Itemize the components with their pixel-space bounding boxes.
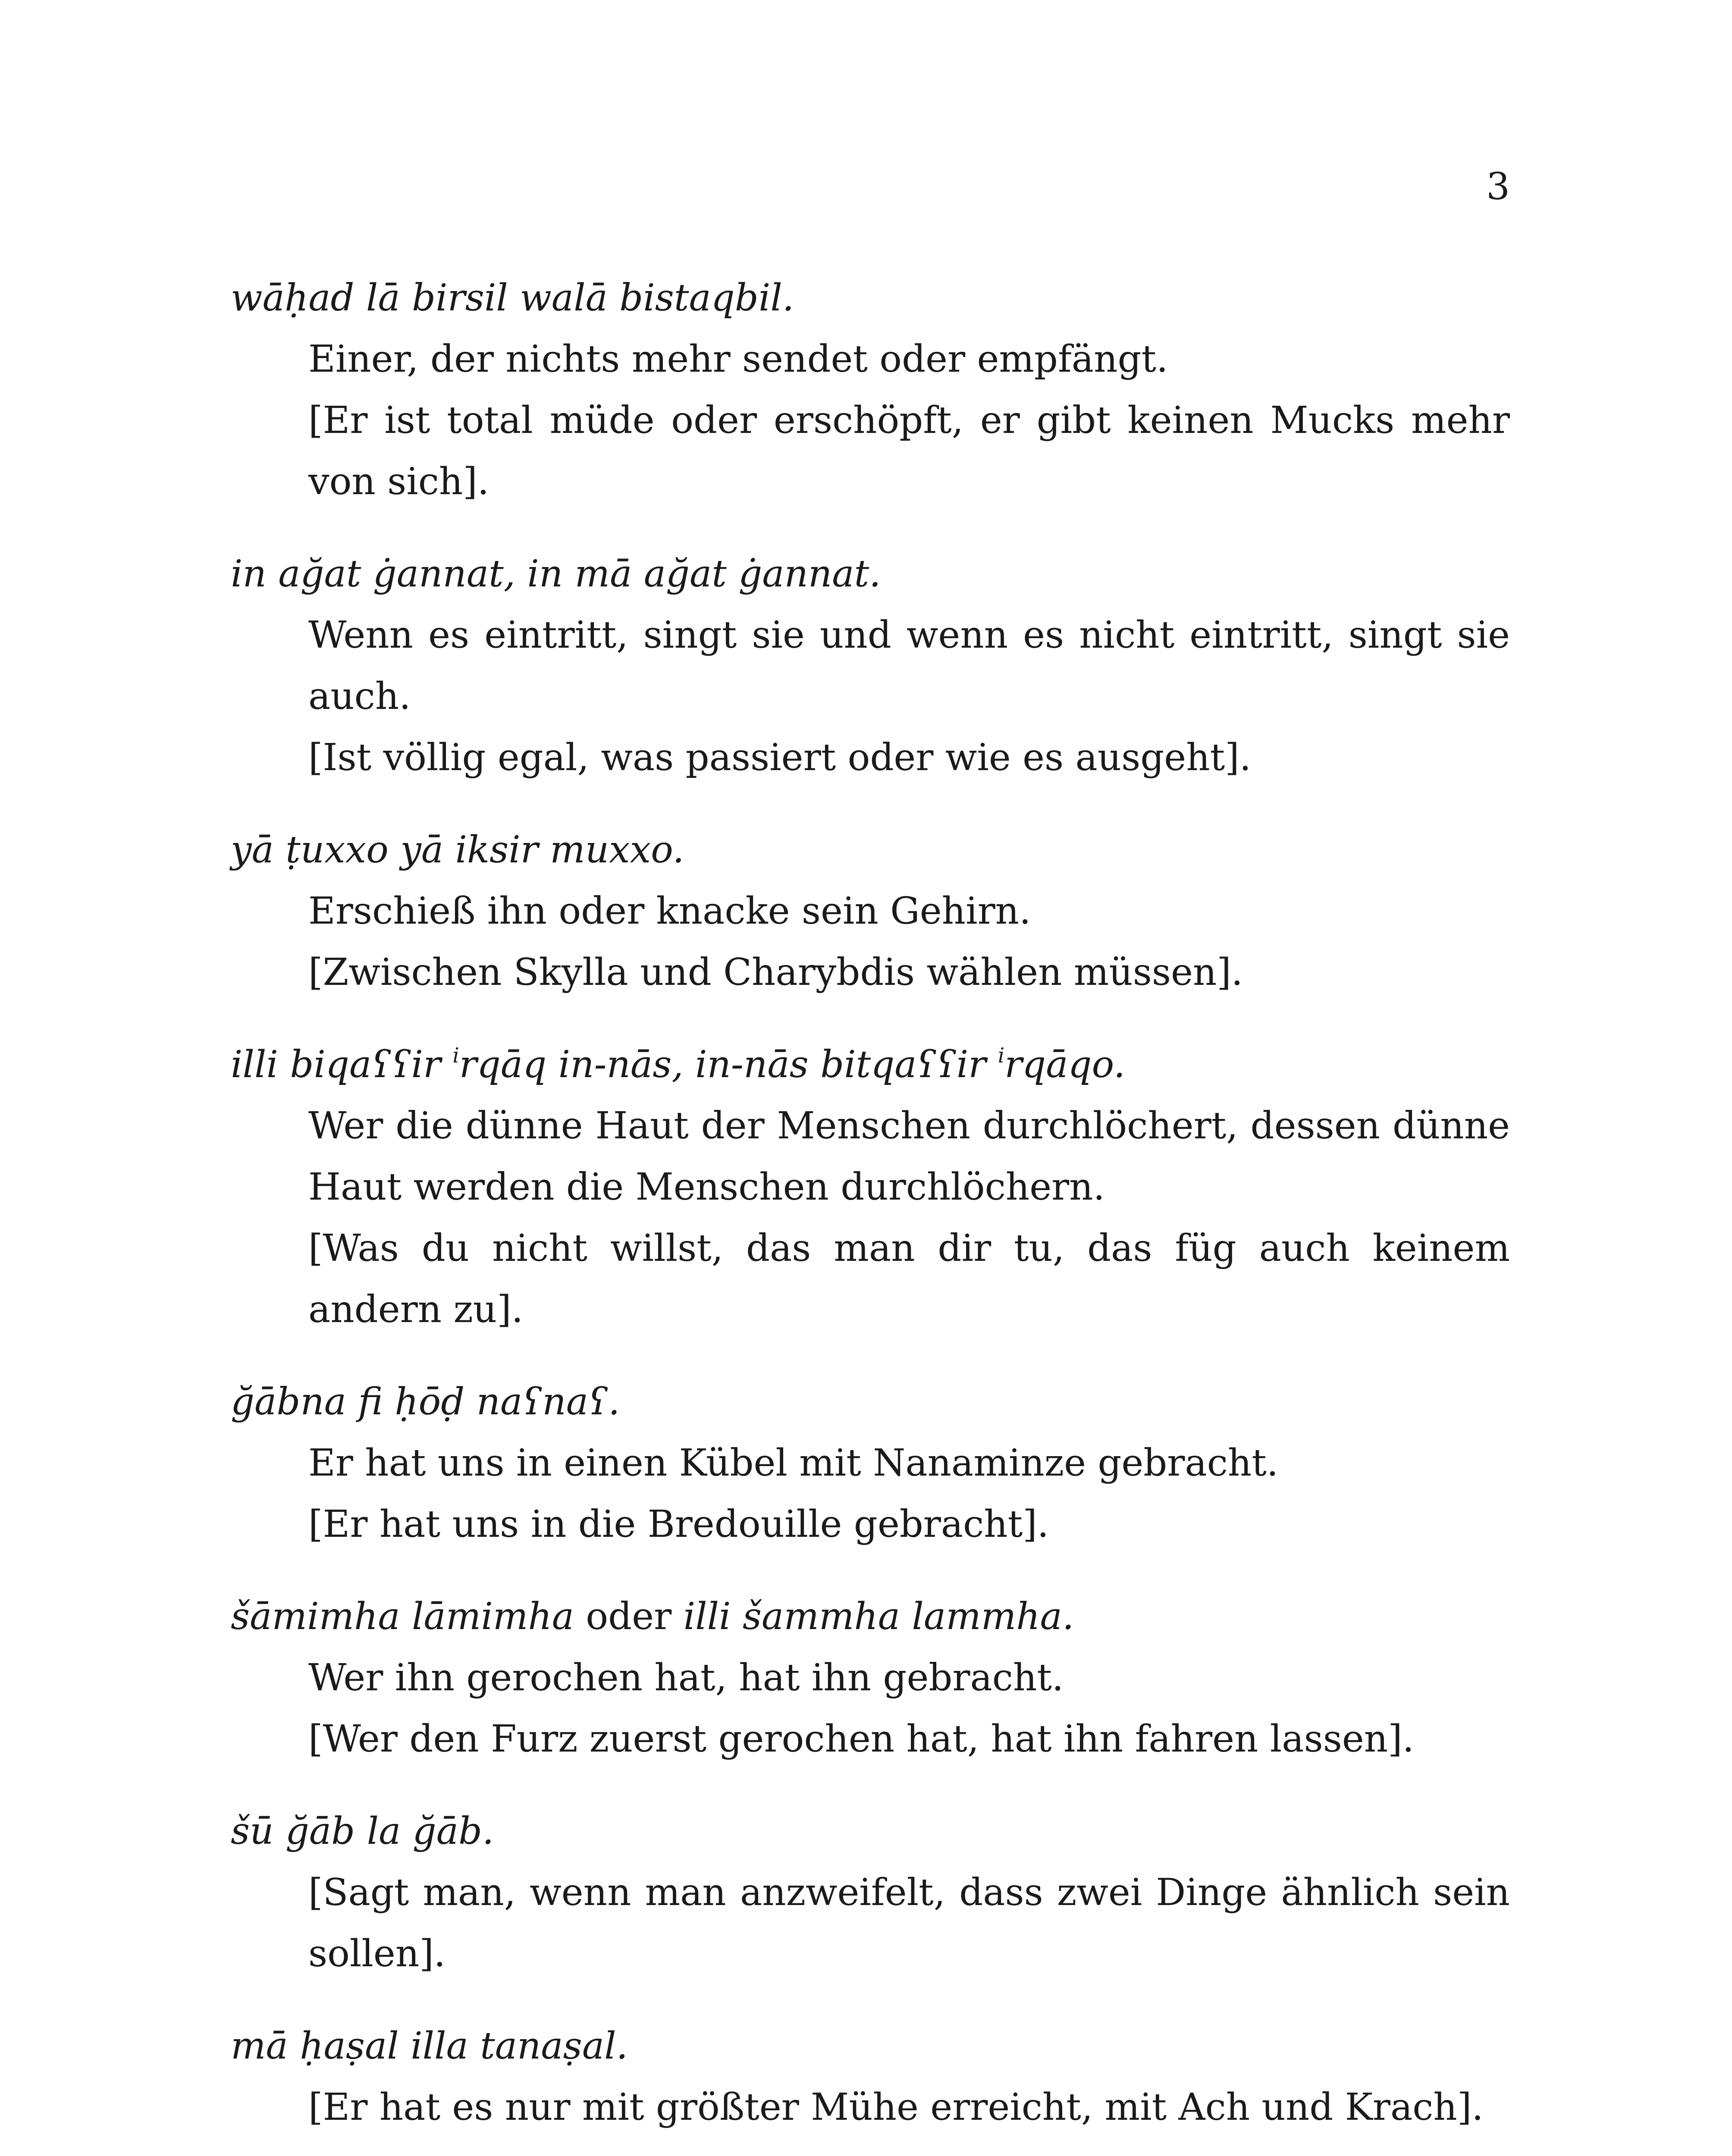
proverb-entry (231, 1034, 1510, 1340)
figurative-meaning: [Ist völlig egal, was passiert oder wie es ausgeht]. (308, 736, 1252, 779)
literal-translation: Wer ihn gerochen hat, hat ihn gebracht. (308, 1656, 1064, 1699)
proverb-entry (231, 1801, 1510, 1984)
proverb-entry (231, 2015, 1510, 2138)
arabic-phrase: ğābna fi ḥōḍ naʕnaʕ. (231, 1380, 620, 1423)
superscript-vowel: i (452, 1044, 459, 1068)
arabic-phrase: yā ṭuxxo yā iksir muxxo. (231, 828, 684, 871)
figurative-meaning: [Er ist total müde oder erschöpft, er gibt keinen Mucks mehr von sich]. (308, 399, 1510, 503)
figurative-meaning: [Zwischen Skylla und Charybdis wählen müssen]. (308, 951, 1243, 994)
proverb-entry (231, 1371, 1510, 1555)
phrase-part: rqāq in-nās, in-nās bitqaʕʕir (459, 1043, 998, 1086)
phrase-variant-a: šāmimha lāmimha (231, 1595, 574, 1638)
figurative-meaning: [Er hat uns in die Bredouille gebracht]. (308, 1503, 1049, 1546)
superscript-vowel: i (998, 1044, 1005, 1068)
phrase-variant-b: illi šammha lammha. (683, 1595, 1074, 1638)
phrase-connector: oder (574, 1595, 684, 1638)
arabic-phrase: mā ḥaṣal illa tanaṣal. (231, 2024, 628, 2068)
literal-translation: Er hat uns in einen Kübel mit Nanaminze gebracht. (308, 1442, 1279, 1485)
literal-translation: Erschieß ihn oder knacke sein Gehirn. (308, 890, 1031, 933)
proverb-list (231, 267, 1510, 2156)
literal-translation: Wer die dünne Haut der Menschen durchlöchert, dessen dünne Haut werden die Menschen durchlöchern. (308, 1104, 1510, 1209)
proverb-entry (231, 819, 1510, 1003)
proverb-entry (231, 543, 1510, 788)
arabic-phrase: wāḥad lā birsil walā bistaqbil. (231, 276, 794, 320)
phrase-part: rqāqo. (1004, 1043, 1126, 1086)
figurative-meaning: [Was du nicht willst, das man dir tu, das füg auch keinem andern zu]. (308, 1227, 1510, 1331)
arabic-phrase: in ağat ġannat, in mā ağat ġannat. (231, 552, 881, 595)
figurative-meaning: [Er hat es nur mit größter Mühe erreicht, mit Ach und Krach]. (308, 2086, 1484, 2129)
literal-translation: Wenn es eintritt, singt sie und wenn es nicht eintritt, singt sie auch. (308, 614, 1510, 718)
arabic-phrase: šū ğāb la ğāb. (231, 1810, 494, 1853)
arabic-phrase (231, 1586, 1510, 1647)
proverb-entry (231, 267, 1510, 512)
proverb-entry (231, 1586, 1510, 1770)
page-number: 3 (1486, 165, 1510, 208)
arabic-phrase (231, 1034, 1510, 1095)
literal-translation: Einer, der nichts mehr sendet oder empfängt. (308, 338, 1168, 381)
figurative-meaning: [Sagt man, wenn man anzweifelt, dass zwei Dinge ähnlich sein sollen]. (308, 1871, 1510, 1975)
figurative-meaning: [Wer den Furz zuerst gerochen hat, hat ihn fahren lassen]. (308, 1717, 1415, 1761)
phrase-part: illi biqaʕʕir (231, 1043, 453, 1086)
